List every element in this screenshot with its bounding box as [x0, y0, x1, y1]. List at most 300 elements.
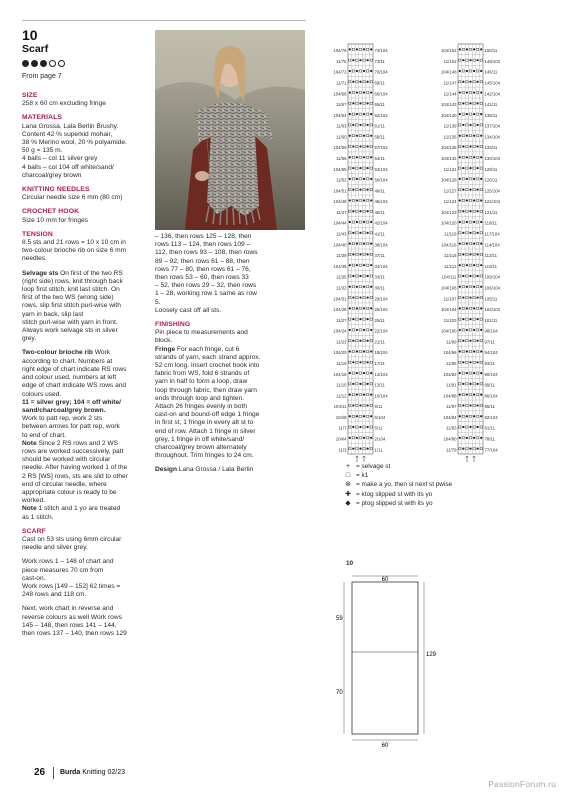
difficulty-rating: [22, 60, 65, 67]
chart-stitch-symbol: [469, 59, 471, 61]
chart-stitch-symbol: [459, 437, 461, 439]
chart-row-label: 11/127: [443, 188, 457, 194]
chart-stitch-symbol: [480, 372, 482, 374]
k1-icon: □: [345, 472, 351, 480]
text-line: – 52, then rows 29 – 32, then rows: [155, 282, 257, 290]
chart-row-label: 104/84: [443, 414, 457, 420]
chart-stitch-symbol: [480, 264, 482, 266]
chart-stitch-symbol: [477, 340, 479, 342]
knitting-charts: [320, 40, 558, 470]
brand-name: Burda: [60, 769, 81, 776]
chart-row-label: 78/11: [484, 436, 495, 442]
chart-stitch-symbol: [370, 286, 372, 288]
text-line: Content 42 % superkid mohair,: [22, 130, 113, 138]
chart-row-label: 133/11: [484, 145, 498, 151]
text-line: Since 2 RS rows and 2 WS: [36, 439, 119, 447]
chart-stitch-symbol: [466, 329, 468, 331]
chart-stitch-symbol: [473, 221, 475, 223]
scarf-outline: [352, 582, 418, 734]
chart-stitch-symbol: [363, 135, 365, 137]
chart-stitch-symbol: [469, 102, 471, 104]
chart-stitch-symbol: [462, 275, 464, 277]
size-text: 258 x 60 cm excluding fringe: [22, 100, 106, 108]
chart-stitch-symbol: [359, 59, 361, 61]
height-upper-label: 59: [336, 616, 343, 622]
chart-stitch-symbol: [367, 448, 369, 450]
chart-stitch-symbol: [352, 296, 354, 298]
chart-stitch-symbol: [356, 91, 358, 93]
chart-stitch-symbol: [352, 361, 354, 363]
chart-stitch-symbol: [473, 48, 475, 50]
chart-row-label: 89/11: [484, 382, 495, 388]
chart-row-label: 30/11: [374, 285, 385, 291]
chart-row-label: 146/11: [484, 69, 498, 75]
chart-row-label: 104/20: [333, 350, 347, 356]
chart-stitch-symbol: [469, 124, 471, 126]
text-line: ends through loop and tighten.: [155, 394, 245, 402]
chart-stitch-symbol: [349, 437, 351, 439]
scarf-heading: SCARF: [22, 527, 46, 535]
hook-section: [22, 208, 148, 224]
chart-row-label: 11/91: [446, 382, 457, 388]
chart-stitch-symbol: [466, 286, 468, 288]
chart-row-label: 138/11: [484, 112, 498, 118]
chart-row-label: 98/104: [484, 328, 498, 334]
chart-row-label: 65/11: [374, 102, 385, 108]
chart-stitch-symbol: [367, 253, 369, 255]
chart-legend: [344, 462, 452, 508]
chart-stitch-symbol: [477, 167, 479, 169]
chart-stitch-symbol: [363, 91, 365, 93]
chart-stitch-symbol: [367, 361, 369, 363]
chart-stitch-symbol: [477, 448, 479, 450]
chart-row-label: 129/11: [484, 166, 498, 172]
chart-stitch-symbol: [462, 210, 464, 212]
chart-stitch-symbol: [469, 426, 471, 428]
chart-stitch-symbol: [352, 189, 354, 191]
chart-row-label: 102/104: [484, 307, 501, 313]
text-line: 1 – 28, working row 1 same as row: [155, 290, 257, 298]
chart-stitch-symbol: [459, 156, 461, 158]
chart-stitch-symbol: [459, 113, 461, 115]
text-line: sand/charcoal/grey brown.: [22, 406, 106, 414]
chart-row-label: 11/103: [443, 317, 457, 323]
chart-stitch-symbol: [367, 232, 369, 234]
note-circular: [22, 440, 148, 506]
chart-row-label: 104/64: [333, 112, 347, 118]
chart-stitch-symbol: [466, 307, 468, 309]
chart-stitch-symbol: [469, 145, 471, 147]
chart-row-label: 145/104: [484, 80, 501, 86]
chart-stitch-symbol: [480, 329, 482, 331]
chart-stitch-symbol: [462, 81, 464, 83]
chart-row-label: 122/104: [484, 199, 501, 205]
text-line: needle and silver grey.: [22, 544, 88, 552]
chart-row-label: 104/88: [443, 393, 457, 399]
finishing-heading: FINISHING: [155, 321, 191, 329]
chart-row-label: 46/104: [374, 199, 388, 205]
text-line: Work rows [149 – 152] 62 times =: [22, 582, 121, 590]
chart-row-label: 104/132: [440, 155, 457, 161]
chart-stitch-symbol: [367, 296, 369, 298]
chart-row-label: 11/107: [443, 296, 457, 302]
chart-stitch-symbol: [469, 383, 471, 385]
instructions-column-2: [155, 233, 303, 475]
chart-stitch-symbol: [359, 275, 361, 277]
chart-row-label: 104/51: [333, 188, 347, 194]
chart-stitch-symbol: [469, 296, 471, 298]
chart-stitch-symbol: [367, 124, 369, 126]
text-line: 4 balls – col 11 silver grey: [22, 155, 98, 163]
chart-stitch-symbol: [462, 318, 464, 320]
chart-stitch-symbol: [466, 372, 468, 374]
schematic-number: 10: [346, 560, 354, 567]
chart-row-label: 11/19: [336, 360, 347, 366]
chart-row-label: 130/104: [484, 155, 501, 161]
text-line: (right side) rows, knit through back: [22, 277, 123, 285]
chart-stitch-symbol: [352, 124, 354, 126]
chart-row-label: 38/104: [374, 242, 388, 248]
chart-stitch-symbol: [349, 307, 351, 309]
chart-stitch-symbol: [359, 318, 361, 320]
chart-stitch-symbol: [359, 340, 361, 342]
chart-row-label: 25/11: [374, 317, 385, 323]
text-line: throughout. Trim fringes to 24 cm.: [155, 452, 254, 460]
chart-stitch-symbol: [469, 189, 471, 191]
chart-row-label: 104/148: [440, 69, 457, 75]
tension-text: [22, 239, 148, 264]
chart-stitch-symbol: [473, 91, 475, 93]
chart-stitch-symbol: [359, 383, 361, 385]
chart-stitch-symbol: [349, 415, 351, 417]
chart-row-label: 11/63: [336, 123, 347, 129]
chart-row-label: 110/11: [484, 263, 498, 269]
chart-stitch-symbol: [459, 221, 461, 223]
chart-row-label: 104/11: [333, 404, 347, 410]
chart-row-label: 73/11: [374, 58, 385, 64]
chart-row-label: 77/104: [484, 447, 498, 453]
chart-stitch-symbol: [459, 91, 461, 93]
chart-row-label: 17/11: [374, 360, 385, 366]
legend-text: = ktog slipped st with its yo: [356, 490, 433, 498]
chart-row-label: 104/24: [333, 328, 347, 334]
chart-stitch-symbol: [363, 437, 365, 439]
chart-row-label: 104/31: [333, 296, 347, 302]
chart-stitch-symbol: [352, 318, 354, 320]
chart-row-label: 61/11: [374, 123, 385, 129]
publication-name: [60, 769, 125, 776]
selvage-text: [22, 270, 148, 344]
chart-row-label: 58/11: [374, 134, 385, 140]
chart-stitch-symbol: [356, 437, 358, 439]
chart-row-label: 126/11: [484, 177, 498, 183]
chart-stitch-symbol: [462, 232, 464, 234]
text-line: Always work selvage sts in silver: [22, 327, 118, 335]
chart-stitch-symbol: [462, 253, 464, 255]
chart-stitch-symbol: [356, 415, 358, 417]
scarf-reverse-continued: [155, 233, 303, 315]
difficulty-dot: [31, 60, 38, 67]
chart-stitch-symbol: [480, 70, 482, 72]
legend-row: [344, 499, 452, 508]
selvage-icon: +: [345, 463, 351, 470]
chart-stitch-symbol: [477, 383, 479, 385]
chart-stitch-symbol: [480, 243, 482, 245]
chart-row-label: 11/27: [336, 317, 347, 323]
chart-stitch-symbol: [459, 199, 461, 201]
page-number: 26: [34, 767, 46, 778]
legend-row: [344, 471, 452, 480]
chart-stitch-symbol: [356, 178, 358, 180]
chart-stitch-symbol: [367, 340, 369, 342]
text-line: as 1 stitch.: [22, 513, 54, 521]
pattern-title: Scarf: [22, 43, 49, 55]
legend-row: [344, 480, 452, 489]
chart-row-label: 104/80: [443, 436, 457, 442]
height-total-label: 129: [426, 652, 437, 658]
chart-stitch-symbol: [466, 156, 468, 158]
text-line: then rows 137 – 140, then rows 129: [22, 629, 127, 637]
chart-stitch-symbol: [477, 189, 479, 191]
chart-stitch-symbol: [349, 350, 351, 352]
chart-stitch-symbol: [480, 199, 482, 201]
chart-stitch-symbol: [349, 199, 351, 201]
chart-stitch-symbol: [363, 178, 365, 180]
design-credit: [155, 466, 303, 474]
chart-stitch-symbol: [370, 437, 372, 439]
legend-text: = ptog slipped st with its yo: [356, 499, 433, 507]
schematic: [334, 570, 442, 750]
chart-row-label: 101/11: [484, 317, 498, 323]
chart-row-label: 150/11: [484, 48, 498, 54]
selvage-section: [22, 270, 148, 344]
chart-row-label: 18/104: [374, 350, 388, 356]
chart-row-label: 104/48: [333, 199, 347, 205]
text-line: 8.5 sts and 21 rows = 10 x 10 cm in: [22, 239, 126, 247]
chart-stitch-symbol: [477, 124, 479, 126]
text-line: 11 = silver grey; 104 = off white/: [22, 398, 121, 406]
chart-stitch-symbol: [349, 372, 351, 374]
chart-stitch-symbol: [466, 70, 468, 72]
chart-stitch-symbol: [363, 394, 365, 396]
chart-stitch-symbol: [359, 210, 361, 212]
chart-stitch-symbol: [480, 350, 482, 352]
chart-stitch-symbol: [349, 243, 351, 245]
chart-stitch-symbol: [477, 361, 479, 363]
chart-stitch-symbol: [477, 318, 479, 320]
scarf-cast-on: [22, 536, 148, 552]
text-line: first of the two WS (wrong side): [22, 294, 114, 302]
chart-stitch-symbol: [473, 286, 475, 288]
chart-stitch-symbol: [359, 426, 361, 428]
chart-row-label: 104/8: [335, 414, 347, 420]
chart-row-label: 104/40: [333, 242, 347, 248]
chart-row-label: 104/44: [333, 220, 347, 226]
difficulty-dot: [40, 60, 47, 67]
chart-row-label: 11/136: [443, 134, 457, 140]
chart-stitch-symbol: [349, 178, 351, 180]
chart-stitch-symbol: [356, 156, 358, 158]
chart-stitch-symbol: [466, 350, 468, 352]
text-line: end of circular needle, where: [22, 480, 107, 488]
text-line: 145 – 148, then rows 141 – 144,: [22, 621, 117, 629]
chart-row-label: 104/55: [333, 166, 347, 172]
chart-stitch-symbol: [459, 329, 461, 331]
chart-stitch-symbol: [367, 59, 369, 61]
chart-row-label: 137/104: [484, 123, 501, 129]
text-line: yarn in half to form a loop, draw: [155, 378, 248, 386]
chart-stitch-symbol: [359, 189, 361, 191]
chart-stitch-symbol: [363, 48, 365, 50]
text-line: 4 balls – col 104 off white/sand/: [22, 163, 114, 171]
chart-stitch-symbol: [349, 113, 351, 115]
chart-row-label: 50/104: [374, 177, 388, 183]
chart-stitch-symbol: [349, 221, 351, 223]
chart-stitch-symbol: [462, 124, 464, 126]
chart-stitch-symbol: [370, 113, 372, 115]
text-line: cast-on.: [22, 574, 46, 582]
text-line: according to chart. Numbers at: [22, 357, 113, 365]
chart-stitch-symbol: [359, 361, 361, 363]
chart-row-label: 11/60: [336, 134, 347, 140]
chart-stitch-symbol: [477, 232, 479, 234]
chart-row-label: 26/104: [374, 307, 388, 313]
chart-stitch-symbol: [477, 296, 479, 298]
chart-stitch-symbol: [459, 135, 461, 137]
chart-stitch-symbol: [462, 102, 464, 104]
chart-stitch-symbol: [370, 307, 372, 309]
text-line: in first st, 1 fringe in every alt st to: [155, 419, 254, 427]
chart-row-label: 29/104: [374, 296, 388, 302]
chart-stitch-symbol: [363, 221, 365, 223]
chart-stitch-symbol: [359, 232, 361, 234]
chart-stitch-symbol: [473, 264, 475, 266]
chart-stitch-symbol: [349, 264, 351, 266]
chart-stitch-symbol: [367, 81, 369, 83]
chart-row-label: 104/4: [335, 436, 347, 442]
chart-stitch-symbol: [462, 145, 464, 147]
chart-stitch-symbol: [462, 59, 464, 61]
chart-row-label: 104/120: [440, 220, 457, 226]
text-line: strands of yarn, each strand approx.: [155, 353, 261, 361]
chart-row-label: 104/59: [333, 145, 347, 151]
chart-stitch-symbol: [356, 264, 358, 266]
chart-row-label: 33/11: [374, 274, 385, 280]
chart-row-label: 104/72: [333, 69, 347, 75]
text-line: end of row. Attach 1 fringe in silver: [155, 427, 256, 435]
chart-stitch-symbol: [462, 404, 464, 406]
chart-stitch-symbol: [466, 48, 468, 50]
chart-stitch-symbol: [352, 145, 354, 147]
chart-row-label: 94/104: [484, 350, 498, 356]
chart-row-label: 125/104: [484, 188, 501, 194]
chart-stitch-symbol: [473, 135, 475, 137]
chart-row-label: 104/108: [440, 285, 457, 291]
legend-text: = k1: [356, 472, 369, 480]
chart-row-label: 22/104: [374, 328, 388, 334]
chart-row-label: 2/104: [374, 436, 386, 442]
text-line: For each fringe, cut 6: [175, 345, 240, 353]
chart-row-label: 104/104: [440, 307, 457, 313]
chart-stitch-symbol: [370, 199, 372, 201]
text-line: 1 stitch and 1 yo are treated: [36, 505, 121, 513]
chart-stitch-symbol: [356, 48, 358, 50]
chart-stitch-symbol: [356, 329, 358, 331]
chart-row-label: 53/104: [374, 166, 388, 172]
chart-stitch-symbol: [462, 340, 464, 342]
chart-stitch-symbol: [349, 48, 351, 50]
chart-stitch-symbol: [466, 415, 468, 417]
chart-row-label: 66/104: [374, 91, 388, 97]
chart-stitch-symbol: [459, 307, 461, 309]
chart-row-label: 11/151: [443, 58, 457, 64]
chart-row-label: 106/104: [484, 285, 501, 291]
chart-stitch-symbol: [469, 81, 471, 83]
chart-row-label: 104/96: [443, 350, 457, 356]
chart-stitch-symbol: [469, 253, 471, 255]
size-section: [22, 92, 148, 108]
text-line: yarn in back, slip last: [22, 310, 84, 318]
chart-stitch-symbol: [367, 167, 369, 169]
needles-section: [22, 186, 148, 202]
chart-stitch-symbol: [363, 372, 365, 374]
yo-icon: ⊛: [345, 481, 351, 489]
chart-stitch-symbol: [367, 102, 369, 104]
chart-stitch-symbol: [477, 102, 479, 104]
difficulty-dot: [49, 60, 56, 67]
chart-stitch-symbol: [462, 448, 464, 450]
chart-stitch-symbol: [462, 383, 464, 385]
chart-row-label: 11/124: [443, 199, 457, 205]
chart-row-label: 113/11: [484, 253, 498, 259]
chart-stitch-symbol: [370, 70, 372, 72]
fringe-label: Fringe: [155, 345, 176, 353]
chart-stitch-symbol: [356, 113, 358, 115]
text-line: right edge of chart indicate RS rows: [22, 365, 127, 373]
chart-stitch-symbol: [477, 404, 479, 406]
chart-stitch-symbol: [367, 318, 369, 320]
hook-text: Size 10 mm for fringes: [22, 216, 88, 224]
chart-stitch-symbol: [363, 415, 365, 417]
chart-stitch-symbol: [352, 383, 354, 385]
chart-stitch-symbol: [473, 178, 475, 180]
chart-row-label: 104/36: [333, 263, 347, 269]
chart-stitch-symbol: [349, 70, 351, 72]
brioche-section: [22, 349, 148, 521]
text-line: On first of the two RS: [58, 269, 123, 277]
chart-stitch-symbol: [367, 275, 369, 277]
chart-row-label: 5/11: [374, 425, 383, 431]
text-line: Work to patt rep, work 2 sts: [22, 415, 103, 423]
chart-row-label: 13/11: [374, 382, 385, 388]
chart-row-label: 104/128: [440, 177, 457, 183]
chart-stitch-symbol: [352, 167, 354, 169]
chart-stitch-symbol: [466, 437, 468, 439]
chart-row-label: 109/104: [484, 274, 501, 280]
chart-stitch-symbol: [459, 286, 461, 288]
text-line: Lana Grossa, Lala Berlin Brushy.: [22, 122, 119, 130]
text-line: 89 – 92, then rows 61 – 88, then: [155, 257, 250, 265]
chart-row-label: 11/139: [443, 123, 457, 129]
text-line: 38 % Merino wool, 20 % polyamide.: [22, 139, 127, 147]
chart-row-label: 11/39: [336, 253, 347, 259]
chart-stitch-symbol: [367, 383, 369, 385]
chart-stitch-symbol: [480, 415, 482, 417]
text-line: needle. After having worked 1 of the: [22, 464, 128, 472]
chart-row-label: 85/11: [484, 404, 495, 410]
chart-stitch-symbol: [359, 102, 361, 104]
chart-row-label: 104/143: [440, 102, 457, 108]
